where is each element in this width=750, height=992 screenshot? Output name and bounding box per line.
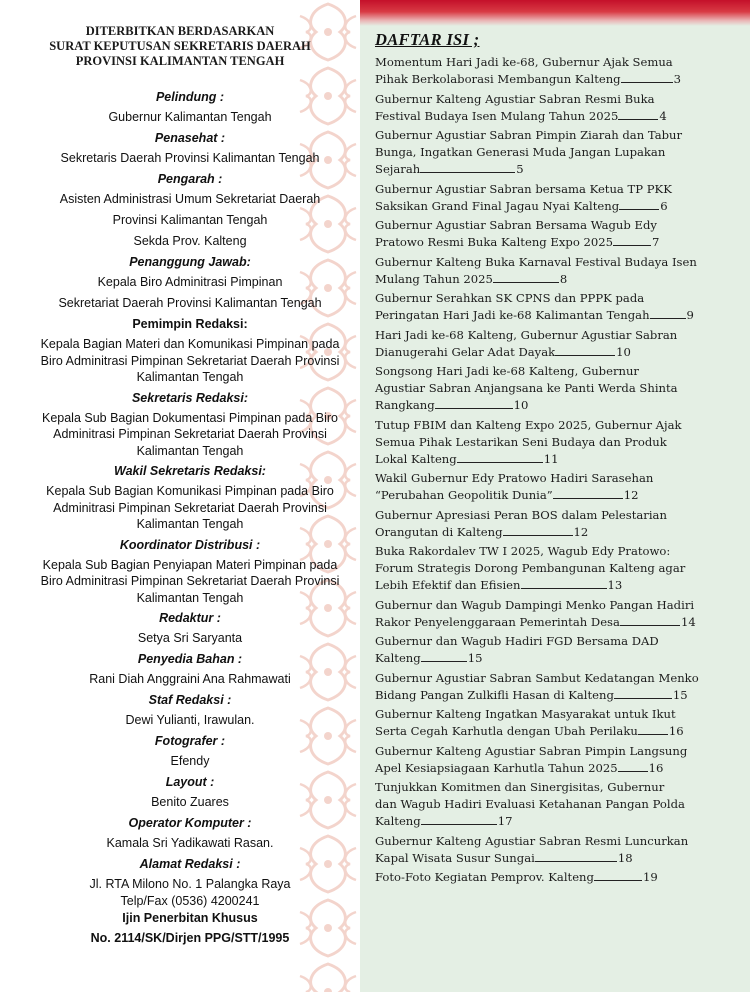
toc-page-number: 15 [672,687,688,702]
toc-leader-line [535,850,617,862]
toc-entry-text: Foto-Foto Kegiatan Pemprov. Kalteng [375,870,594,884]
role-wakil-sekretaris-redaksi: Wakil Sekretaris Redaksi: [114,464,266,478]
person-fotografer: Efendy [170,754,210,768]
toc-entry-text: Gubernur Kalteng Ingatkan Masyarakat untuk Ikut [375,707,676,721]
role-redaktur: Redaktur : [159,611,221,625]
person-pemimpin-redaksi-1: Kepala Bagian Materi dan Komunikasi Pimpinan pada [40,337,340,351]
person-pelindung: Gubernur Kalimantan Tengah [108,110,272,124]
toc-page-number: 16 [668,724,684,738]
person-staf-redaksi: Dewi Yulianti, Irawulan. [125,713,255,727]
toc-entry[interactable] [375,254,747,288]
toc-leader-line [613,234,651,246]
toc-entry-text: Festival Budaya Isen Mulang Tahun 2025 [375,108,619,123]
toc-leader-line [457,451,543,463]
editorial-credits [24,84,356,946]
toc-entry-text: Buka Rakordalev TW I 2025, Wagub Edy Pratowo: [375,544,671,558]
toc-leader-line [614,687,672,699]
toc-leader-line [620,614,680,626]
toc-page-number: 18 [617,850,633,865]
role-pemimpin-redaksi: Pemimpin Redaksi: [132,317,248,331]
toc-page-number: 19 [642,870,658,884]
ijin-number: No. 2114/SK/Dirjen PPG/STT/1995 [90,931,290,945]
toc-entry[interactable] [375,670,747,704]
toc-entry-text: Saksikan Grand Final Jagau Nyai Kalteng [375,198,620,213]
toc-leader-line [555,344,615,356]
person-koordinator-distribusi-3: Kalimantan Tengah [136,590,244,605]
toc-entry[interactable] [375,597,747,631]
toc-entry[interactable] [375,127,747,178]
person-penasehat: Sekretaris Daerah Provinsi Kalimantan Tengah [60,151,320,165]
toc-entry[interactable] [375,470,747,504]
toc-entry-text: Peringatan Hari Jadi ke-68 Kalimantan Tengah [375,308,650,322]
role-fotografer: Fotografer : [154,734,226,748]
toc-entry-text: Gubernur Agustiar Sabran Sambut Kedatangan Menko [375,670,699,685]
toc-entry-text: Rakor Penyelenggaraan Pemerintah Desa [375,614,620,629]
toc-entry-text: Pihak Berkolaborasi Membangun Kalteng [375,72,621,86]
role-penasehat: Penasehat : [154,131,226,145]
toc-page-number: 3 [673,72,681,86]
toc-entry-text: Serta Cegah Karhutla dengan Ubah Perilaku [375,724,638,738]
toc-entry-text: Momentum Hari Jadi ke-68, Gubernur Ajak Semua [375,55,673,69]
person-pemimpin-redaksi-3: Kalimantan Tengah [136,370,244,384]
person-penanggung-jawab-2: Sekretariat Daerah Provinsi Kalimantan Tengah [58,296,322,310]
person-pemimpin-redaksi-2: Biro Adminitrasi Pimpinan Sekretariat Daerah Provinsi [40,353,340,368]
person-operator-komputer: Kamala Sri Yadikawati Rasan. [106,836,274,850]
toc-leader-line [420,161,515,173]
role-alamat-redaksi: Alamat Redaksi : [139,857,241,871]
toc-entry-text: Songsong Hari Jadi ke-68 Kalteng, Gubernur [375,364,639,378]
toc-entry[interactable] [375,706,747,740]
toc-leader-line [650,307,686,319]
person-pengarah-2: Provinsi Kalimantan Tengah [112,213,268,227]
toc-leader-line [421,650,467,662]
toc-title: DAFTAR ISI ; [375,30,480,49]
toc-entry-text: Gubernur Kalteng Buka Karnaval Festival Budaya Isen [375,254,697,269]
toc-entry[interactable] [375,327,747,361]
masthead-line-2: SURAT KEPUTUSAN SEKRETARIS DAERAH [49,39,311,53]
toc-page-number: 14 [680,614,696,629]
person-layout: Benito Zuares [151,795,229,809]
toc-entry-text: Gubernur Serahkan SK CPNS dan PPPK pada [375,291,645,305]
role-penanggung-jawab: Penanggung Jawab: [129,255,251,269]
toc-entry-text: Sejarah [375,162,421,176]
toc-entry-text: Forum Strategis Dorong Pembangunan Kalteng agar [375,561,686,575]
toc-entry[interactable] [375,91,747,125]
toc-entry-text: dan Wagub Hadiri Evaluasi Ketahanan Pangan Polda [375,797,685,811]
toc-entry-text: Gubernur Agustiar Sabran bersama Ketua TP PKK [375,181,672,196]
person-koordinator-distribusi-1: Kepala Sub Bagian Penyiapan Materi Pimpinan pada [42,557,338,572]
toc-page-number: 10 [513,398,529,412]
toc-entry-text: Dianugerahi Gelar Adat Dayak [375,344,556,359]
toc-entry[interactable] [375,181,747,215]
toc-entry-text: Gubernur Kalteng Agustiar Sabran Resmi Buka [375,91,655,106]
phone-line: Telp/Fax (0536) 4200241 [120,894,260,908]
toc-entry-text: Gubernur Agustiar Sabran Bersama Wagub Edy [375,218,657,232]
toc-entry-text: Gubernur Apresiasi Peran BOS dalam Pelestarian [375,507,667,522]
toc-page-number: 15 [467,651,483,665]
role-koordinator-distribusi: Koordinator Distribusi : [119,537,261,552]
toc-entry-text: Kalteng [375,651,421,665]
person-pengarah-3: Sekda Prov. Kalteng [133,234,247,248]
toc-entry-text: Tutup FBIM dan Kalteng Expo 2025, Gubernur Ajak [375,417,682,432]
toc-entry[interactable] [375,743,747,777]
toc-entry-text: Gubernur Kalteng Agustiar Sabran Pimpin Langsung [375,743,688,758]
toc-page-number: 11 [543,451,559,466]
toc-entry[interactable] [375,869,747,886]
person-wakil-sekretaris-redaksi-1: Kepala Sub Bagian Komunikasi Pimpinan pada Biro [46,484,334,498]
toc-page-number: 12 [623,488,639,502]
toc-leader-line [618,760,648,772]
person-koordinator-distribusi-2: Biro Adminitrasi Pimpinan Sekretariat Daerah Provinsi [40,574,340,588]
toc-entry-text: Bunga, Ingatkan Generasi Muda Jangan Lupakan [375,145,666,159]
toc-page-number: 5 [516,162,524,176]
toc-entry-text: Apel Kesiapsiagaan Karhutla Tahun 2025 [375,760,618,775]
toc-entry[interactable] [375,779,747,830]
toc-page-number: 13 [607,578,623,592]
toc-entry-text: Lokal Kalteng [375,451,457,466]
toc-page-number: 9 [686,308,694,322]
masthead-header [30,24,330,69]
role-sekretaris-redaksi: Sekretaris Redaksi: [131,390,249,405]
toc-entry[interactable] [375,633,747,667]
toc-entry-text: Rangkang [375,398,435,412]
person-pengarah-1: Asisten Administrasi Umum Sekretariat Daerah [59,192,321,206]
masthead-line-1: DITERBITKAN BERDASARKAN [85,24,275,38]
person-sekretaris-redaksi-1: Kepala Sub Bagian Dokumentasi Pimpinan pada Biro [41,410,339,425]
person-penyedia-bahan: Rani Diah Anggraini Ana Rahmawati [89,672,291,686]
toc-leader-line [594,869,642,881]
toc-entry-text: Gubernur dan Wagub Hadiri FGD Bersama DAD [375,634,659,648]
toc-entry[interactable] [375,507,747,541]
toc-entry[interactable] [375,363,747,414]
toc-entry-text: Gubernur dan Wagub Dampingi Menko Pangan Hadiri [375,597,695,612]
toc-leader-line [553,487,623,499]
toc-page-number: 10 [616,344,631,359]
toc-leader-line [619,198,659,210]
role-pelindung: Pelindung : [155,90,225,104]
toc-entry-text: Semua Pihak Lestarikan Seni Budaya dan Produk [375,434,667,449]
toc-entry[interactable] [375,54,747,88]
toc-page-number: 7 [652,235,660,249]
address-line: Jl. RTA Milono No. 1 Palangka Raya [89,877,291,891]
person-redaktur: Setya Sri Saryanta [137,631,243,645]
person-sekretaris-redaksi-3: Kalimantan Tengah [136,443,244,458]
toc-leader-line [521,577,607,589]
role-layout: Layout : [165,775,215,789]
toc-entry-text: Hari Jadi ke-68 Kalteng, Gubernur Agustiar Sabran [375,327,678,342]
toc-entry-text: Wakil Gubernur Edy Pratowo Hadiri Sarasehan [375,471,654,485]
toc-leader-line [421,813,497,825]
role-staf-redaksi: Staf Redaksi : [148,693,232,707]
toc-entry-text: Gubernur Kalteng Agustiar Sabran Resmi Luncurkan [375,833,689,848]
toc-page-number: 8 [559,271,568,286]
role-pengarah: Pengarah : [157,172,223,186]
toc-entry-text: Tunjukkan Komitmen dan Sinergisitas, Gubernur [375,780,665,794]
person-wakil-sekretaris-redaksi-2: Adminitrasi Pimpinan Sekretariat Daerah Provinsi [53,500,327,515]
toc-entry[interactable] [375,833,747,867]
toc-entry-text: Pratowo Resmi Buka Kalteng Expo 2025 [375,235,613,249]
toc-entry[interactable] [375,217,747,251]
toc-entry-text: “Perubahan Geopolitik Dunia” [375,488,553,502]
role-penyedia-bahan: Penyedia Bahan : [137,652,243,666]
toc-entry-text: Mulang Tahun 2025 [375,271,493,286]
person-wakil-sekretaris-redaksi-3: Kalimantan Tengah [136,517,244,531]
toc-leader-line [435,397,513,409]
toc-leader-line [618,108,658,120]
toc-leader-line [493,271,559,283]
toc-entry-text: Kalteng [375,814,421,828]
ijin-title: Ijin Penerbitan Khusus [122,911,258,925]
toc-entry[interactable] [375,543,747,594]
person-sekretaris-redaksi-2: Adminitrasi Pimpinan Sekretariat Daerah Provinsi [53,427,327,441]
toc-entry-text: Kapal Wisata Susur Sungai [375,850,535,865]
toc-leader-line [638,723,668,735]
toc-page-number: 16 [648,760,664,775]
role-operator-komputer: Operator Komputer : [128,816,252,830]
toc-leader-line [503,524,573,536]
toc-page-number: 4 [659,108,667,123]
toc-page-number: 12 [573,524,589,539]
toc-entry-text: Lebih Efektif dan Efisien [375,578,521,592]
toc-entry-text: Gubernur Agustiar Sabran Pimpin Ziarah dan Tabur [375,128,683,142]
toc-list [375,54,747,889]
toc-page-number: 6 [660,198,668,213]
toc-entry-text: Agustiar Sabran Anjangsana ke Panti Werda Shinta [375,381,678,395]
toc-entry[interactable] [375,290,747,324]
toc-entry-text: Bidang Pangan Zulkifli Hasan di Kalteng [375,687,614,702]
red-gradient-band [360,0,750,26]
toc-entry[interactable] [375,417,747,468]
masthead-line-3: PROVINSI KALIMANTAN TENGAH [75,54,285,68]
toc-leader-line [621,71,673,83]
toc-page-number: 17 [497,814,513,828]
toc-entry-text: Orangutan di Kalteng [375,524,503,539]
person-penanggung-jawab-1: Kepala Biro Adminitrasi Pimpinan [97,275,283,289]
